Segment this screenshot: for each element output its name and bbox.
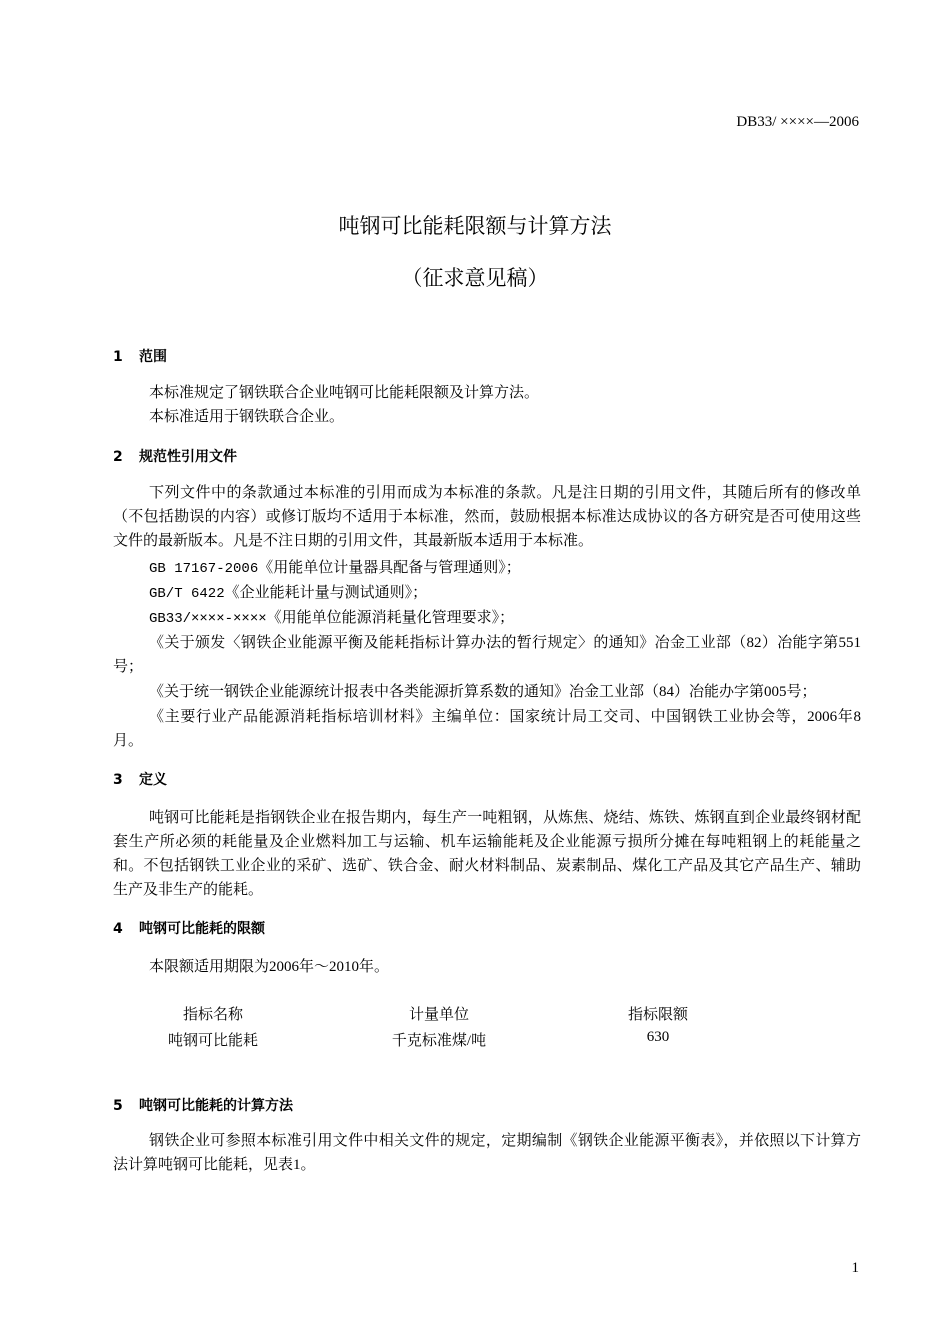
reference-code: GB/T 6422 (149, 586, 225, 602)
reference-item (149, 606, 514, 631)
section-number: 5 (113, 1098, 123, 1114)
reference-item (149, 581, 427, 606)
limit-table (0, 1003, 950, 1055)
section-3-heading (113, 769, 167, 789)
standard-code: DB33/ ××××—2006 (736, 114, 859, 130)
section-2-heading (113, 446, 237, 466)
table-row (0, 1029, 950, 1055)
table-header-cell: 指标名称 (182, 1007, 243, 1023)
table-cell: 吨钢可比能耗 (167, 1033, 258, 1049)
table-header-cell: 指标限额 (627, 1007, 688, 1023)
section-5-heading (113, 1095, 293, 1115)
page-number: 1 (851, 1260, 859, 1276)
reference-title: 《企业能耗计量与测试通则》； (224, 585, 428, 601)
reference-item: 《主要行业产品能源消耗指标培训材料》主编单位：国家统计局工交司、中国钢铁工业协会等，2006年8月。 (113, 709, 861, 749)
section-4-paragraph-1: 本限额适用期限为2006年～2010年。 (149, 959, 390, 975)
section-4-heading (113, 918, 265, 938)
reference-title: 《用能单位计量器具配备与管理通则》； (258, 560, 521, 576)
section-1-paragraph-1: 本标准规定了钢铁联合企业吨钢可比能耗限额及计算方法。 (149, 385, 540, 401)
document-title: 吨钢可比能耗限额与计算方法 (338, 214, 612, 238)
table-cell: 630 (646, 1029, 670, 1045)
section-2-paragraph-1: 下列文件中的条款通过本标准的引用而成为本标准的条款。凡是注日期的引用文件，其随后所有的修改单（不包括勘误的内容）或修订版均不适用于本标准，然而，鼓励根据本标准达成协议的各方研究是否可使用这些文件的最新版本。凡是不注日期的引用文件，其最新版本适用于本标准。 (113, 485, 861, 549)
section-number: 1 (113, 349, 123, 365)
table-header-cell: 计量单位 (408, 1007, 469, 1023)
section-1-heading (113, 346, 167, 366)
section-number: 3 (113, 772, 123, 788)
section-title: 规范性引用文件 (139, 449, 237, 465)
section-number: 2 (113, 449, 123, 465)
reference-item: 《关于统一钢铁企业能源统计报表中各类能源折算系数的通知》冶金工业部（84）冶能办字第005号； (149, 684, 817, 700)
section-title: 范围 (139, 349, 167, 365)
section-title: 吨钢可比能耗的计算方法 (139, 1098, 293, 1114)
section-5-paragraph-1: 钢铁企业可参照本标准引用文件中相关文件的规定，定期编制《钢铁企业能源平衡表》，并依照以下计算方法计算吨钢可比能耗，见表1。 (113, 1133, 861, 1173)
reference-item (149, 556, 521, 581)
reference-item: 《关于颁发〈钢铁企业能源平衡及能耗指标计算办法的暂行规定〉的通知》冶金工业部（82）冶能字第551号； (113, 635, 861, 675)
reference-code: GB33/××××-×××× (149, 611, 267, 627)
section-title: 吨钢可比能耗的限额 (139, 921, 265, 937)
reference-title: 《用能单位能源消耗量化管理要求》； (266, 610, 515, 626)
table-cell: 千克标准煤/吨 (391, 1033, 487, 1049)
section-number: 4 (113, 921, 123, 937)
document-subtitle: （征求意见稿） (401, 266, 549, 290)
section-3-paragraph-1: 吨钢可比能耗是指钢铁企业在报告期内，每生产一吨粗钢，从炼焦、烧结、炼铁、炼钢直到企业最终钢材配套生产所必须的耗能量及企业燃料加工与运输、机车运输能耗及企业能源亏损所分摊在每吨粗钢上的耗能量之和。不包括钢铁工业企业的采矿、选矿、铁合金、耐火材料制品、炭素制品、煤化工产品及其它产品生产、辅助生产及非生产的能耗。 (113, 810, 861, 898)
section-1-paragraph-2: 本标准适用于钢铁联合企业。 (149, 409, 345, 425)
reference-code: GB 17167-2006 (149, 561, 259, 577)
section-title: 定义 (139, 772, 167, 788)
table-header-row (0, 1003, 950, 1029)
